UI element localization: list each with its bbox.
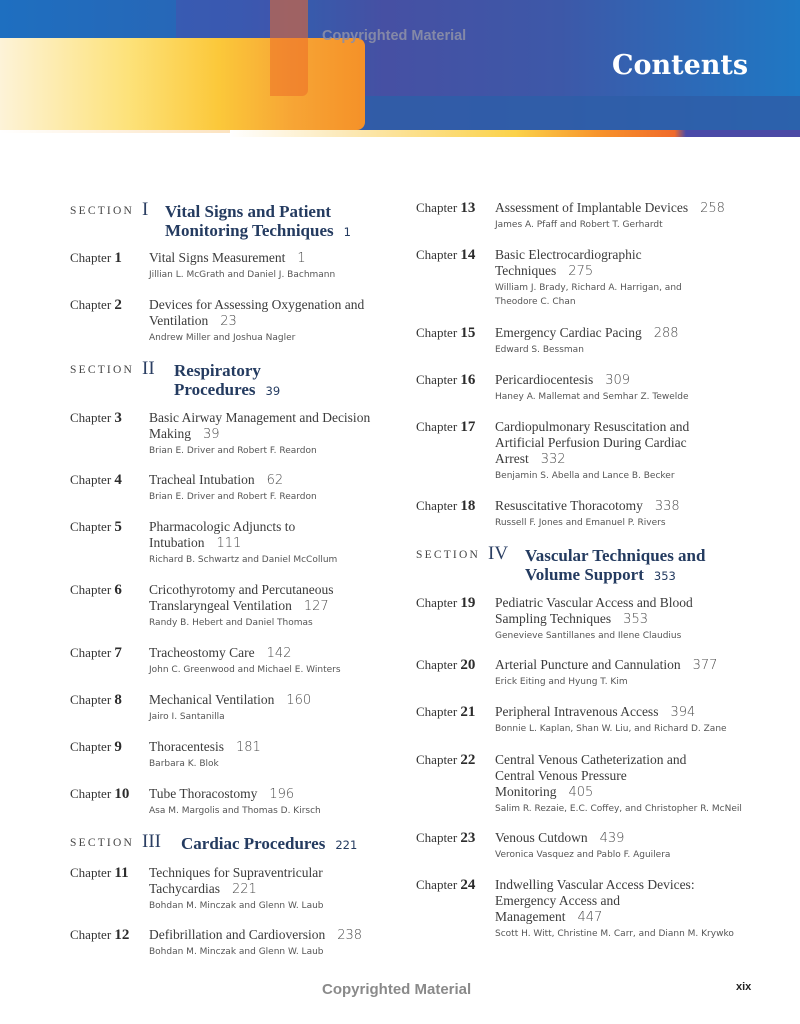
section-title-line: Procedures — [174, 380, 256, 399]
chapter-number: 17 — [460, 419, 476, 435]
chapter-authors: Bonnie L. Kaplan, Shan W. Liu, and Richard D. Zane — [495, 724, 727, 734]
chapter-number: 10 — [114, 786, 130, 802]
chapter-authors: Scott H. Witt, Christine M. Carr, and Diann M. Krywko — [495, 929, 734, 939]
chapter-page-number: 258 — [700, 201, 725, 216]
section-label: SECTION — [70, 205, 134, 217]
chapter-page-number: 405 — [568, 785, 594, 800]
chapter-page-number: 439 — [599, 831, 625, 846]
chapter-title: Defibrillation and Cardioversion 238 — [149, 927, 363, 943]
chapter-label: Chapter 4 — [70, 472, 122, 488]
chapter-authors: Jairo I. Santanilla — [149, 712, 225, 722]
chapter-authors: Richard B. Schwartz and Daniel McCollum — [149, 555, 338, 565]
chapter-title: Devices for Assessing Oxygenation and Ventilation 23 — [149, 297, 365, 329]
chapter-number: 2 — [114, 297, 122, 313]
chapter-title: Cardiopulmonary Resuscitation and Artificial Perfusion During Cardiac Arrest 332 — [495, 419, 690, 467]
chapter-label: Chapter 19 — [416, 595, 476, 611]
section-label: SECTION — [70, 364, 134, 376]
chapter-label: Chapter 8 — [70, 692, 122, 708]
section-page-number: 1 — [343, 225, 351, 239]
chapter-label: Chapter 15 — [416, 325, 476, 341]
chapter-authors: John C. Greenwood and Michael E. Winters — [149, 665, 341, 675]
section-title-line: Vascular Techniques and — [525, 546, 706, 565]
chapter-label: Chapter 14 — [416, 247, 476, 263]
chapter-authors: William J. Brady, Richard A. Harrigan, and Theodore C. Chan — [495, 283, 682, 307]
chapter-number: 19 — [460, 595, 476, 611]
chapter-page-number: 238 — [337, 928, 363, 943]
banner-strip-left — [0, 130, 230, 133]
chapter-page-number: 181 — [235, 740, 261, 755]
chapter-title: Basic Airway Management and Decision Making 39 — [149, 410, 371, 442]
chapter-label: Chapter 18 — [416, 498, 476, 514]
chapter-number: 23 — [460, 830, 476, 846]
banner-orange-block — [0, 38, 365, 130]
section-title — [165, 202, 351, 242]
chapter-title: Techniques for Supraventricular Tachycardias 221 — [149, 865, 323, 897]
chapter-authors: Benjamin S. Abella and Lance B. Becker — [495, 471, 675, 481]
chapter-label: Chapter 20 — [416, 657, 476, 673]
chapter-number: 14 — [460, 247, 476, 263]
chapter-authors: Jillian L. McGrath and Daniel J. Bachmann — [149, 270, 336, 280]
chapter-number: 16 — [460, 372, 476, 388]
watermark-top: Copyrighted Material — [322, 28, 467, 44]
chapter-title: Central Venous Catheterization and Central Venous Pressure Monitoring 405 — [495, 752, 687, 800]
chapter-page-number: 288 — [653, 326, 679, 341]
header-banner — [0, 0, 800, 137]
chapter-label: Chapter 12 — [70, 927, 130, 943]
chapter-authors: Andrew Miller and Joshua Nagler — [149, 333, 296, 343]
chapter-page-number: 127 — [303, 599, 329, 614]
chapter-title: Emergency Cardiac Pacing 288 — [495, 325, 679, 341]
section-title-line: Vital Signs and Patient — [165, 202, 332, 221]
chapter-number: 22 — [460, 752, 476, 768]
chapter-authors: Asa M. Margolis and Thomas D. Kirsch — [149, 806, 321, 816]
chapter-label: Chapter 22 — [416, 752, 476, 768]
chapter-authors: Edward S. Bessman — [495, 345, 584, 355]
section-title — [181, 834, 357, 855]
chapter-authors: Brian E. Driver and Robert F. Reardon — [149, 446, 317, 456]
chapter-page-number: 377 — [692, 658, 718, 673]
chapter-title: Tracheal Intubation 62 — [149, 472, 284, 488]
chapter-title: Vital Signs Measurement 1 — [149, 250, 306, 266]
chapter-authors: Russell F. Jones and Emanuel P. Rivers — [495, 518, 666, 528]
section-title — [525, 546, 705, 586]
chapter-title: Pharmacologic Adjuncts to Intubation 111 — [149, 519, 296, 551]
chapter-title: Basic Electrocardiographic Techniques 275 — [495, 247, 642, 279]
chapter-page-number: 1 — [297, 251, 306, 266]
chapter-label: Chapter 6 — [70, 582, 122, 598]
chapter-label: Chapter 23 — [416, 830, 476, 846]
chapter-number: 6 — [114, 582, 122, 598]
chapter-authors: James A. Pfaff and Robert T. Gerhardt — [495, 220, 663, 230]
section-title-line: Monitoring Techniques — [165, 221, 334, 240]
chapter-number: 3 — [114, 410, 122, 426]
chapter-number: 7 — [114, 645, 122, 661]
chapter-label: Chapter 11 — [70, 865, 129, 881]
chapter-number: 20 — [460, 657, 476, 673]
chapter-authors: Bohdan M. Minczak and Glenn W. Laub — [149, 901, 324, 911]
section-numeral: III — [142, 831, 161, 852]
section-title-line: Respiratory — [174, 361, 261, 380]
chapter-number: 4 — [114, 472, 122, 488]
chapter-title: Tracheostomy Care 142 — [149, 645, 292, 661]
chapter-page-number: 275 — [568, 264, 594, 279]
chapter-page-number: 23 — [220, 314, 237, 329]
page-title: Contents — [612, 50, 749, 81]
chapter-label: Chapter 1 — [70, 250, 122, 266]
section-page-number: 221 — [335, 838, 358, 852]
chapter-number: 1 — [114, 250, 122, 266]
chapter-label: Chapter 9 — [70, 739, 122, 755]
chapter-number: 13 — [460, 200, 476, 216]
chapter-page-number: 332 — [540, 452, 566, 467]
chapter-authors: Erick Eiting and Hyung T. Kim — [495, 677, 628, 687]
chapter-page-number: 447 — [577, 910, 603, 925]
chapter-title: Thoracentesis 181 — [149, 739, 261, 755]
chapter-authors: Brian E. Driver and Robert F. Reardon — [149, 492, 317, 502]
chapter-title: Mechanical Ventilation 160 — [149, 692, 312, 708]
chapter-label: Chapter 10 — [70, 786, 130, 802]
chapter-number: 12 — [114, 927, 130, 943]
section-title — [174, 361, 280, 401]
chapter-label: Chapter 21 — [416, 704, 476, 720]
chapter-page-number: 111 — [216, 536, 242, 551]
chapter-title: Indwelling Vascular Access Devices: Emergency Access and Management 447 — [495, 877, 695, 925]
chapter-number: 15 — [460, 325, 476, 341]
chapter-number: 9 — [114, 739, 122, 755]
chapter-authors: Randy B. Hebert and Daniel Thomas — [149, 618, 313, 628]
chapter-title: Tube Thoracostomy 196 — [149, 786, 295, 802]
chapter-title: Pediatric Vascular Access and Blood Sampling Techniques 353 — [495, 595, 693, 627]
chapter-page-number: 338 — [654, 499, 680, 514]
chapter-title: Pericardiocentesis 309 — [495, 372, 631, 388]
chapter-label: Chapter 13 — [416, 200, 476, 216]
chapter-page-number: 62 — [266, 473, 284, 488]
chapter-label: Chapter 24 — [416, 877, 476, 893]
chapter-title: Resuscitative Thoracotomy 338 — [495, 498, 680, 514]
chapter-label: Chapter 17 — [416, 419, 476, 435]
chapter-title: Arterial Puncture and Cannulation 377 — [495, 657, 718, 673]
section-title-line: Cardiac Procedures — [181, 834, 326, 853]
chapter-label: Chapter 5 — [70, 519, 122, 535]
chapter-page-number: 196 — [269, 787, 295, 802]
section-numeral: II — [142, 358, 155, 379]
section-numeral: I — [142, 199, 149, 220]
chapter-title: Assessment of Implantable Devices 258 — [495, 200, 725, 216]
chapter-label: Chapter 16 — [416, 372, 476, 388]
watermark-bottom: Copyrighted Material — [322, 981, 472, 998]
chapter-number: 5 — [114, 519, 122, 535]
chapter-authors: Salim R. Rezaie, E.C. Coffey, and Christopher R. McNeil — [495, 804, 742, 814]
chapter-title: Peripheral Intravenous Access 394 — [495, 704, 696, 720]
chapter-authors: Genevieve Santillanes and Ilene Claudius — [495, 631, 682, 641]
section-page-number: 353 — [653, 569, 676, 583]
chapter-number: 11 — [114, 865, 129, 881]
chapter-number: 8 — [114, 692, 122, 708]
chapter-page-number: 221 — [232, 882, 257, 897]
banner-orange-accent — [270, 0, 308, 96]
section-page-number: 39 — [265, 384, 281, 398]
chapter-page-number: 39 — [203, 427, 220, 442]
chapter-page-number: 309 — [605, 373, 631, 388]
chapter-authors: Haney A. Mallemat and Semhar Z. Tewelde — [495, 392, 689, 402]
section-title-line: Volume Support — [525, 565, 644, 584]
chapter-number: 21 — [460, 704, 476, 720]
chapter-label: Chapter 3 — [70, 410, 122, 426]
chapter-page-number: 142 — [266, 646, 292, 661]
chapter-number: 24 — [460, 877, 476, 893]
chapter-authors: Barbara K. Blok — [149, 759, 219, 769]
chapter-authors: Bohdan M. Minczak and Glenn W. Laub — [149, 947, 324, 957]
chapter-title: Cricothyrotomy and Percutaneous Translaryngeal Ventilation 127 — [149, 582, 334, 614]
chapter-number: 18 — [460, 498, 476, 514]
chapter-page-number: 160 — [286, 693, 312, 708]
chapter-page-number: 353 — [623, 612, 648, 627]
chapter-page-number: 394 — [670, 705, 696, 720]
section-label: SECTION — [416, 549, 480, 561]
section-numeral: IV — [488, 543, 509, 564]
banner-color-strip — [230, 130, 800, 137]
page-number: xix — [736, 981, 752, 993]
chapter-label: Chapter 2 — [70, 297, 122, 313]
chapter-title: Venous Cutdown 439 — [495, 830, 625, 846]
chapter-authors: Veronica Vasquez and Pablo F. Aguilera — [495, 850, 671, 860]
section-label: SECTION — [70, 837, 134, 849]
chapter-label: Chapter 7 — [70, 645, 122, 661]
